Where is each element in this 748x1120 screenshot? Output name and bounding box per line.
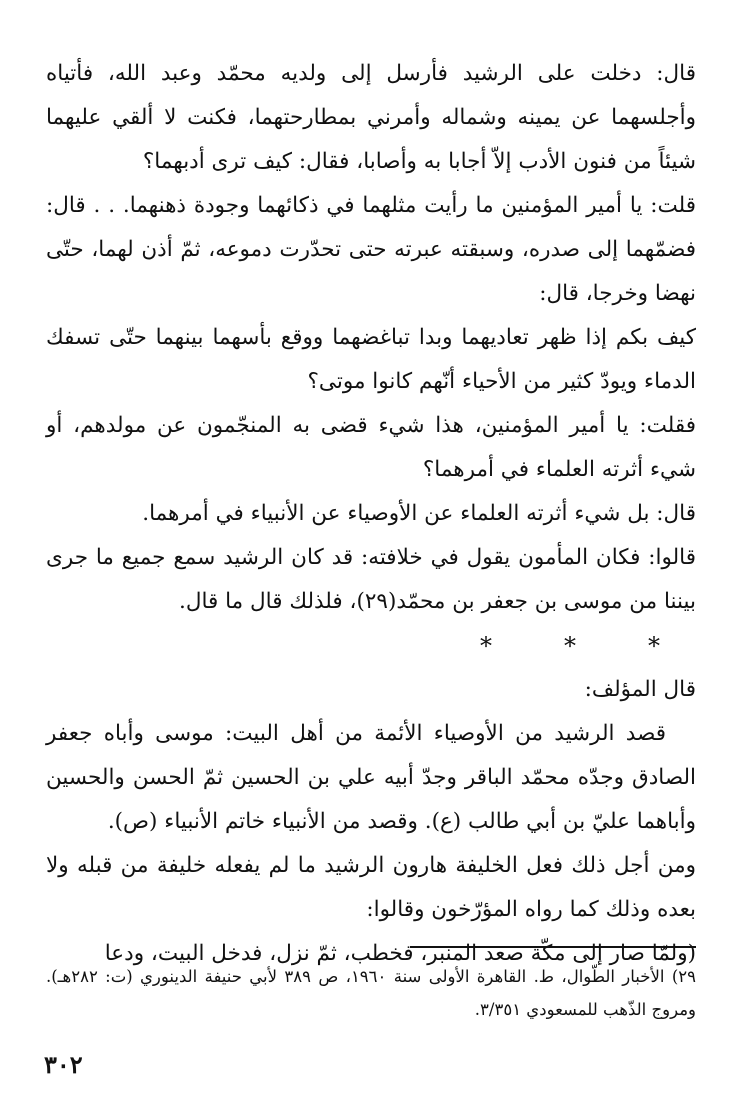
paragraph: قالوا: فكان المأمون يقول في خلافته: قد كان الرشيد سمع جميع ما جرى بيننا من موسى بن جعفر بن محمّد(٢٩)، فلذلك قال ما قال. xyxy=(46,545,696,614)
page-number: ٣٠٢ xyxy=(44,1050,83,1079)
author-heading: قال المؤلف: xyxy=(584,677,696,702)
separator-star: * xyxy=(648,632,660,660)
separator-star: * xyxy=(480,632,492,660)
paragraph: قال: بل شيء أثرته العلماء عن الأوصياء عن الأنبياء في أمرهما. xyxy=(142,501,696,526)
paragraph: قلت: يا أمير المؤمنين ما رأيت مثلهما في ذكائهما وجودة ذهنهما. . . قال: فضمّهما إلى صدره، وسبقته عبرته حتى تحدّرت دموعه، ثمّ أذن لهما، حتّى نهضا وخرجا، قال: xyxy=(46,193,696,306)
footnote-text: ٢٩) الأخبار الطّوال، ط. القاهرة الأولى سنة ١٩٦٠، ص ٣٨٩ لأبي حنيفة الدينوري (ت: ٢٨٢هـ). ومروج الذّهب للمسعودي ٣/٣٥١. xyxy=(46,967,696,1019)
paragraph: كيف بكم إذا ظهر تعاديهما وبدا تباغضهما ووقع بأسهما بينهما حتّى تسفك الدماء ويودّ كثير من الأحياء أنّهم كانوا موتى؟ xyxy=(46,325,696,394)
paragraph: ومن أجل ذلك فعل الخليفة هارون الرشيد ما لم يفعله خليفة من قبله ولا بعده وذلك كما رواه المؤرّخون وقالوا: xyxy=(46,853,696,922)
separator-star: * xyxy=(564,632,576,660)
footnote-divider xyxy=(410,946,696,948)
paragraph: فقلت: يا أمير المؤمنين، هذا شيء قضى به المنجّمون عن مولدهم، أو شيء أثرته العلماء في أمرهما؟ xyxy=(46,413,696,482)
section-separator xyxy=(46,624,696,668)
paragraph: قصد الرشيد من الأوصياء الأئمة من أهل البيت: موسى وأباه جعفر الصادق وجدّه محمّد الباقر وجدّ أبيه علي بن الحسين ثمّ الحسن والحسين وأباهما عليّ بن أبي طالب (ع). وقصد من الأنبياء خاتم الأنبياء (ص). xyxy=(46,721,696,834)
footnote xyxy=(46,960,696,1026)
main-text xyxy=(46,52,696,976)
paragraph: (ولمّا صار إلى مكّة صعد المنبر، فخطب، ثمّ نزل، فدخل البيت، ودعا xyxy=(104,941,696,966)
paragraph: قال: دخلت على الرشيد فأرسل إلى ولديه محمّد وعبد الله، فأتياه وأجلسهما عن يمينه وشماله وأمرني بمطارحتهما، فكنت لا ألقي عليهما شيئاً من فنون الأدب إلاّ أجابا به وأصابا، فقال: كيف ترى أدبهما؟ xyxy=(46,61,696,174)
